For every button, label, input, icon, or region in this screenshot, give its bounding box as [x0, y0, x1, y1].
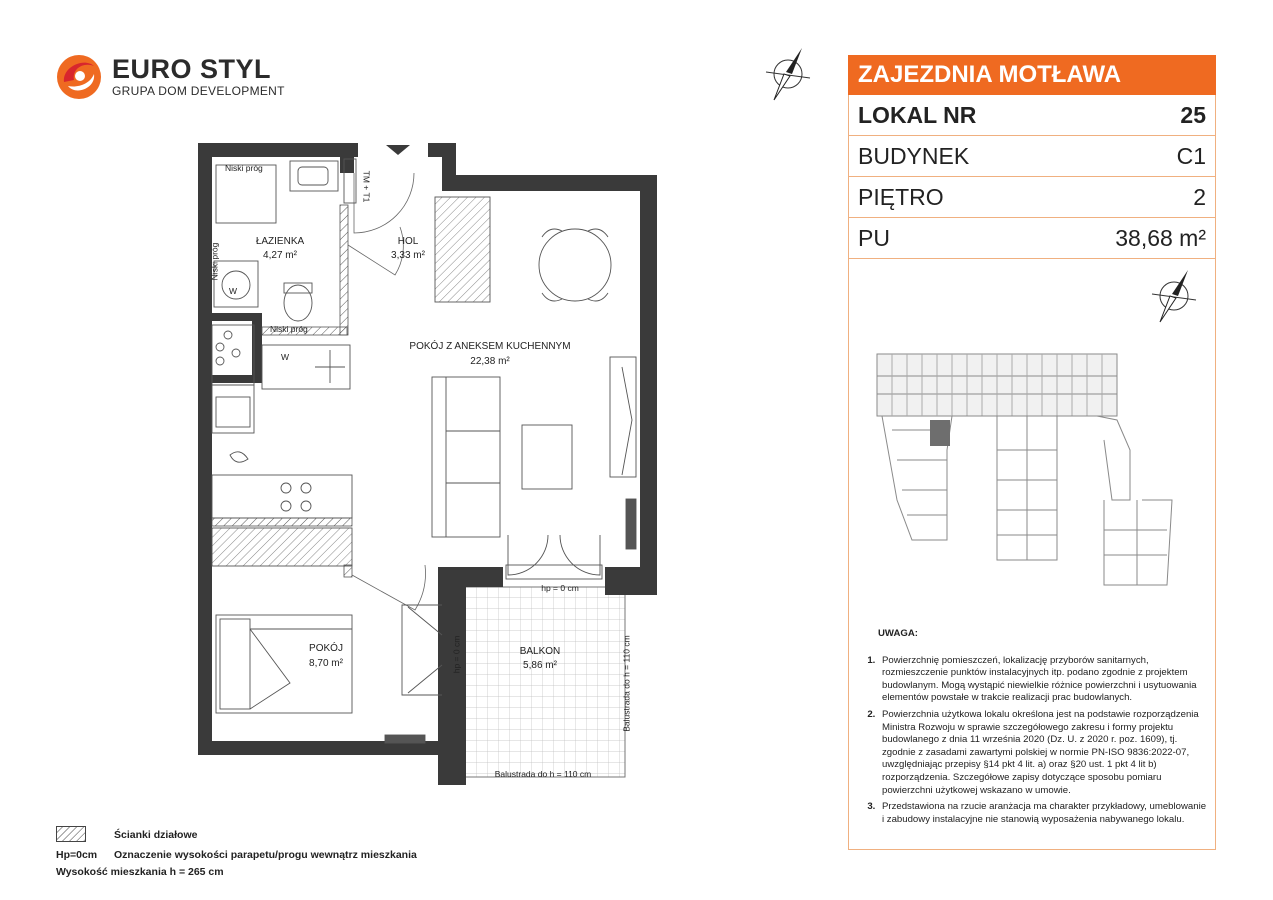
legend-height: Wysokość mieszkania h = 265 cm [56, 866, 224, 878]
room-balkon-area: 5,86 m² [523, 660, 557, 671]
info-value: 2 [1193, 184, 1206, 210]
label-niski-prog-1: Niski próg [225, 163, 263, 173]
room-pokoj-aneks-area: 22,38 m² [470, 356, 510, 367]
info-value: C1 [1176, 143, 1206, 169]
label-niski-prog-3: Niski próg [270, 324, 308, 334]
info-value: 38,68 m² [1115, 225, 1206, 251]
info-row-budynek [848, 136, 1216, 177]
compass-small-icon [1148, 268, 1200, 324]
info-label: LOKAL NR [858, 102, 977, 128]
legend-hp-key: Hp=0cm [56, 849, 98, 861]
label-tm: TM + T1 [361, 170, 372, 203]
label-balustrada-bottom: Balustrada do h = 110 cm [494, 769, 592, 779]
logo-swirl-icon [54, 52, 104, 102]
info-label: PU [858, 225, 890, 251]
building-key-plan [872, 350, 1182, 590]
room-pokoj-area: 8,70 m² [309, 658, 343, 669]
note-item: 3. Przedstawiona na rzucie aranżacja ma charakter przykładowy, umeblowanie i zabudowy instalacyjne nie stanowią wyposażenia nabywanego lokalu. [878, 801, 1207, 826]
info-row-pu [848, 218, 1216, 259]
notes-list [862, 655, 1207, 827]
note-item: 1. Powierzchnię pomieszczeń, lokalizację przyborów sanitarnych, rozmieszczenie punktów instalacyjnych itp. podano zgodnie z projektem budowlanym. Mogą wystąpić niewielkie różnice powierzchni i usytuowania elementów powstałe w trakcie realizacji prac budowlanych. [878, 655, 1207, 705]
info-row-lokal [848, 95, 1216, 136]
room-lazienka-area: 4,27 m² [263, 250, 297, 261]
room-balkon-name: BALKON [519, 646, 561, 657]
hatch-swatch-icon [56, 826, 86, 842]
legend-hp-desc: Oznaczenie wysokości parapetu/progu wewnątrz mieszkania [114, 849, 417, 861]
label-hp-top: hp = 0 cm [541, 583, 579, 593]
note-item: 2. Powierzchnia użytkowa lokalu określona jest na podstawie rozporządzenia Ministra Rozwoju w sprawie szczegółowego zakresu i formy projektu budowlanego z dnia 11 września 2020 (Dz. U. z 2020 r. poz. 1609), tj. zgodnie z zasadami zawartymi polskiej w normie PN-ISO 9836:2022-07, uwzględniając przepisy §14 pkt 4 lit. a) oraz §20 ust. 1 pkt 4 lit b) rozporządzenia. Szczegółowe zapisy dotyczące sposobu pomiaru powierzchni użytkowej wskazano w umowie. [878, 709, 1207, 797]
label-w-1: W [229, 286, 238, 296]
notes-heading: UWAGA: [878, 628, 918, 639]
notes-section [862, 628, 1207, 830]
info-value: 25 [1180, 102, 1206, 128]
logo [54, 52, 104, 102]
label-w-2: W [281, 352, 290, 362]
room-hol-area: 3,33 m² [391, 250, 425, 261]
legend-partition: Ścianki działowe [114, 829, 198, 841]
room-pokoj-name: POKÓJ [309, 643, 343, 654]
label-balustrada-side: Balustrada do h = 110 cm [621, 635, 632, 732]
compass-icon [762, 46, 814, 102]
info-label: PIĘTRO [858, 184, 944, 210]
info-label: BUDYNEK [858, 143, 970, 169]
room-pokoj-aneks-name: POKÓJ Z ANEKSEM KUCHENNYM [409, 341, 571, 352]
room-lazienka-name: ŁAZIENKA [255, 236, 305, 247]
brand-name: EURO STYL [112, 54, 272, 84]
brand-subtitle: GRUPA DOM DEVELOPMENT [112, 84, 285, 98]
room-hol-name: HOL [397, 236, 419, 247]
label-hp-side: hp = 0 cm [451, 635, 462, 674]
floor-plan [190, 135, 670, 785]
info-row-pietro [848, 177, 1216, 218]
investment-title: ZAJEZDNIA MOTŁAWA [848, 55, 1216, 95]
label-niski-prog-2: Niski próg [209, 242, 220, 281]
